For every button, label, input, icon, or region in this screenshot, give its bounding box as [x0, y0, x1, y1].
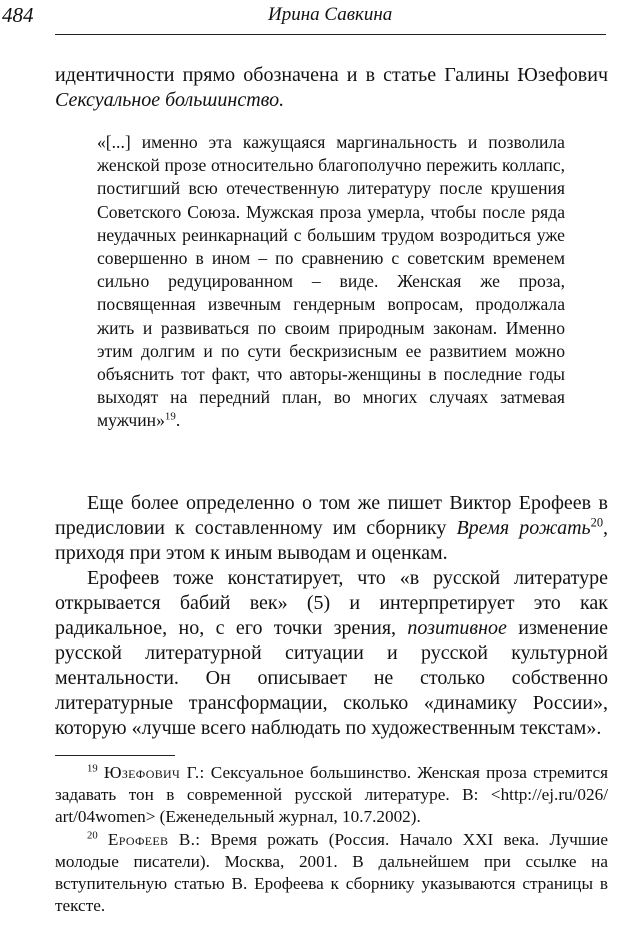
header-rule	[55, 34, 606, 35]
page-header	[0, 0, 620, 40]
footnote-text: Время рожать (Россия. Начало XXI века. Лучшие молодые писатели). Москва, 2001. В дальнейшем при ссылке на вступительную статью В. Ерофеева к сборнику указываются страницы в тексте.	[55, 829, 608, 916]
paragraph-3-text-before: Ерофеев тоже констатирует, что «в русской литературе открывается бабий век» (5) и интерпретирует это как радикальное, но, с его точки зрения,	[55, 567, 608, 639]
paragraph-3-text-after: изменение русской литературной ситуации и русской культурной ментальности. Он описывает не столько собственно литературные трансформации, сколько «динамику России», которую «лучше всего наблюдать по художественным текстам».	[55, 617, 608, 739]
article-title: Сексуальное большинство.	[55, 89, 285, 111]
footnote-author: Ерофеев В.:	[107, 829, 201, 849]
paragraph-1-text: идентичности прямо обозначена и в статье Галины Юзефович	[55, 64, 608, 86]
footnote-ref-20[interactable]: 20	[590, 515, 604, 530]
emphasis-word: позитивное	[407, 617, 507, 639]
running-head: Ирина Савкина	[268, 4, 393, 25]
paragraph-2-text-before: Еще более определенно о том же пишет Виктор Ерофеев в предисловии к составленному им сборнику	[55, 492, 608, 539]
footnote-author: Юзефович Г.:	[103, 763, 205, 782]
block-quote-text: «[...] именно эта кажущаяся маргинальность и позволила женской прозе относительно благополучно пережить коллапс, постигший всю отечественную литературу после крушения Советского Союза. Мужская проза умерла, чтобы после ряда неудачных реинкарнаций с большим трудом возродиться уже совершенно в ином – по сравнению с советским временем сильно редуцированном – виде. Женская же проза, посвященная извечным гендерным вопросам, продолжала жить и развиваться по своим природным законам. Именно этим долгим и по сути бескризисным ее развитием можно объяснить тот факт, что авторы-женщины в последние годы выходят на передний план, во многих случаях затмевая мужчин»	[97, 132, 565, 431]
footnote-20	[55, 829, 608, 918]
footnotes	[55, 762, 608, 917]
footnote-ref-19[interactable]: 19	[164, 410, 176, 423]
block-quote: «[...] именно эта кажущаяся маргинальность и позволила женской прозе относительно благополучно пережить коллапс, постигший всю отечественную литературу после крушения Советского Союза. Мужская проза умерла, чтобы после ряда неудачных реинкарнаций с большим трудом возродиться уже совершенно в ином – по сравнению с советским временем сильно редуцированном – виде. Женская же проза, посвященная извечным гендерным вопросам, продолжала жить и развиваться по своим природным законам. Именно этим долгим и по сути бескризисным ее развитием можно объяснить тот факт, что авторы-женщины в последние годы выходят на передний план, во многих случаях затмевая мужчин»$^{19}$.	[97, 132, 565, 431]
page-number: 484	[2, 3, 34, 27]
footnote-number: 20	[87, 830, 98, 841]
paragraph-1	[55, 63, 608, 113]
paragraph-2	[55, 491, 608, 566]
paragraph-2-text-after: , приходя при этом к иным выводам и оценкам.	[55, 517, 609, 564]
footnote-19	[55, 762, 608, 829]
footnote-text: Сексуальное большинство. Женская проза стремится задавать тон в современной русской литературе. В: <http://ej.ru/026/ art/04women> (Еженедельный журнал, 10.7.2002).	[55, 763, 608, 827]
paragraph-3	[55, 566, 608, 741]
book-title: Время рожать	[456, 517, 591, 539]
footnote-number: 19	[87, 763, 98, 775]
footnote-separator	[55, 755, 175, 756]
